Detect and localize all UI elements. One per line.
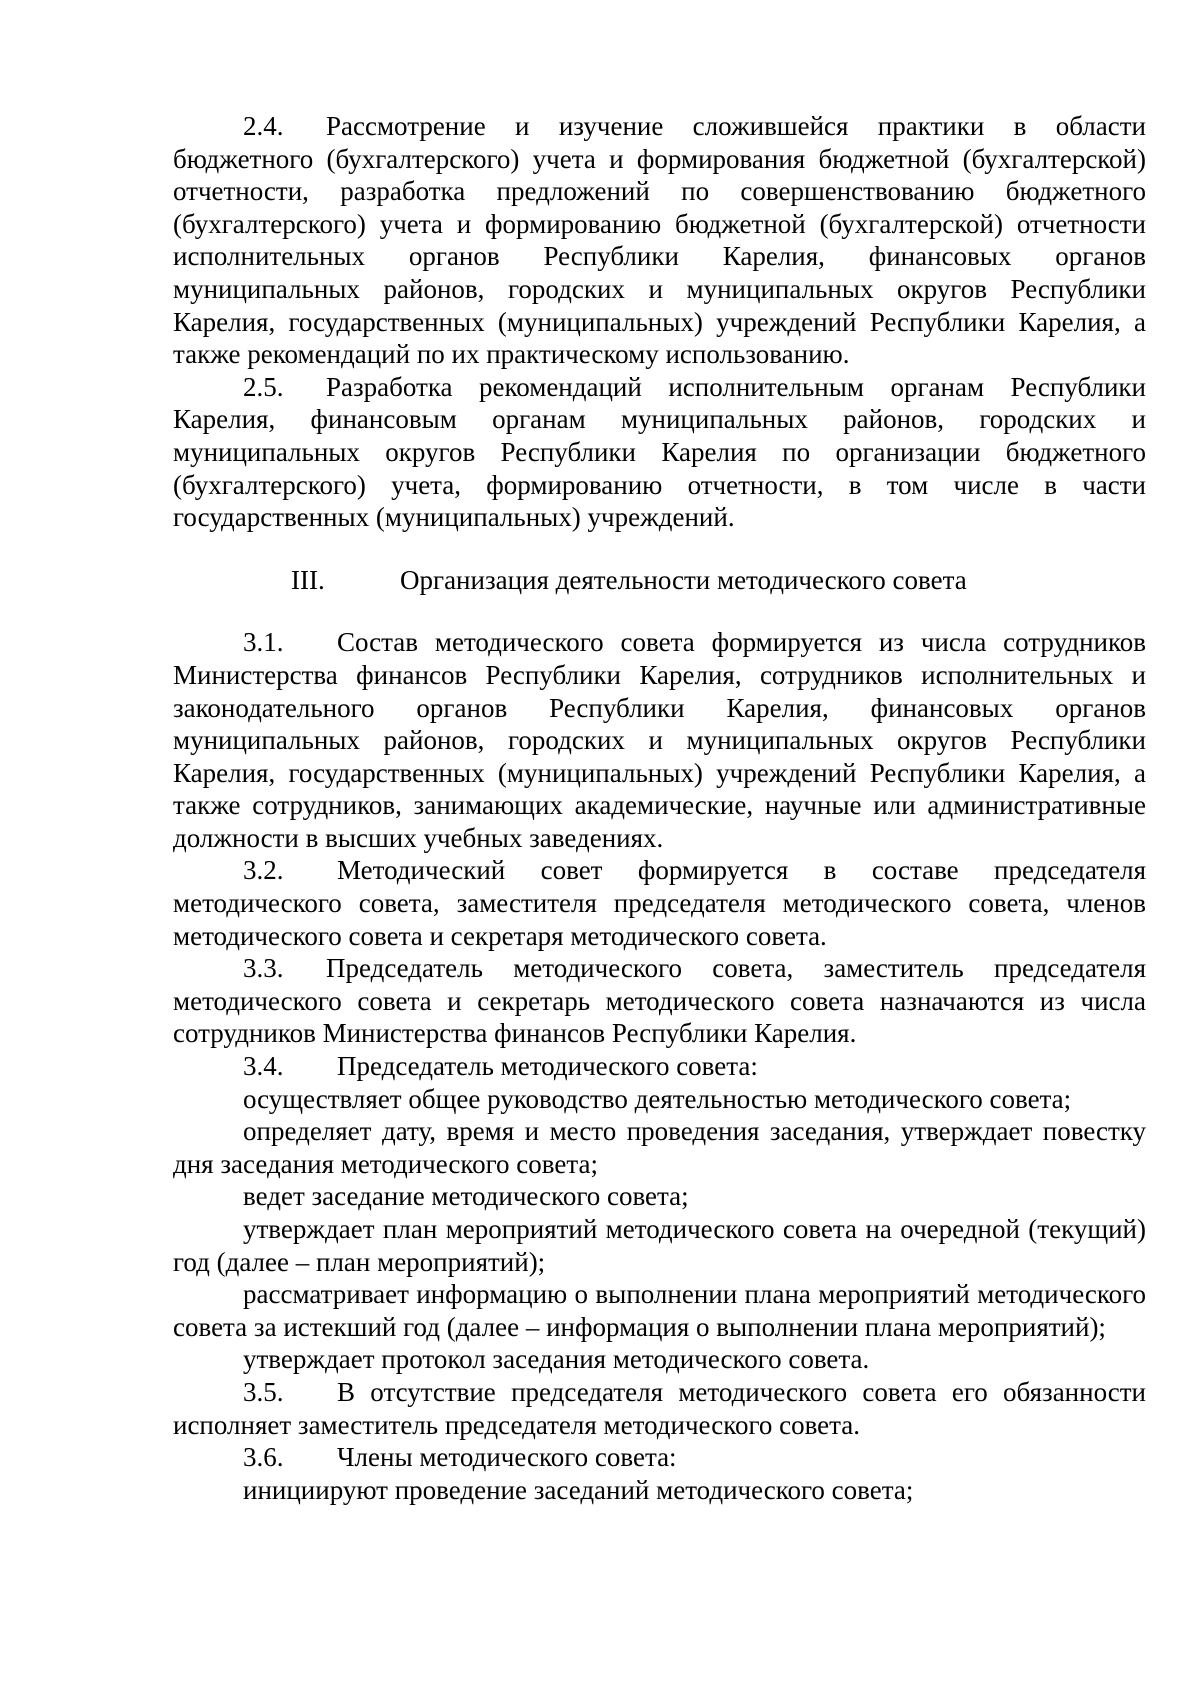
- paragraph-text: Методический совет формируется в составе председателя методического совета, заместителя председателя методического совета, членов методического совета и секретаря методического совета.: [173, 855, 1146, 951]
- paragraph-3-6: [173, 1441, 1146, 1474]
- list-item: [173, 1180, 1146, 1213]
- paragraph-number: 3.1.: [243, 627, 284, 658]
- paragraph-text: В отсутствие председателя методического совета его обязанности исполняет заместитель председателя методического совета.: [173, 1376, 1146, 1440]
- paragraph-2-4: [173, 110, 1146, 371]
- list-item: [173, 1213, 1146, 1278]
- paragraph-3-3: [173, 952, 1146, 1050]
- paragraph-number: 2.5.: [243, 371, 284, 402]
- paragraph-3-5: [173, 1376, 1146, 1441]
- paragraph-3-1: [173, 626, 1146, 854]
- paragraph-text: осуществляет общее руководство деятельностью методического совета;: [243, 1083, 1072, 1114]
- section-title: Организация деятельности методического совета: [400, 564, 967, 595]
- paragraph-3-2: [173, 854, 1146, 952]
- list-item: [173, 1343, 1146, 1376]
- paragraph-text: утверждает протокол заседания методического совета.: [243, 1344, 870, 1375]
- paragraph-number: 3.3.: [243, 953, 284, 984]
- list-item: [173, 1474, 1146, 1507]
- paragraph-text: Председатель методического совета:: [337, 1051, 758, 1082]
- paragraph-number: 3.6.: [243, 1442, 284, 1473]
- paragraph-text: рассматривает информацию о выполнении плана мероприятий методического совета за истекший год (далее – информация о выполнении плана мероприятий);: [173, 1279, 1146, 1342]
- paragraph-2-5: [173, 371, 1146, 534]
- paragraph-text: ведет заседание методического совета;: [243, 1181, 689, 1212]
- paragraph-text: Члены методического совета:: [337, 1442, 677, 1473]
- paragraph-number: 3.5.: [243, 1376, 284, 1407]
- section-number: III.: [291, 564, 325, 595]
- paragraph-text: Разработка рекомендаций исполнительным органам Республики Карелия, финансовым органам муниципальных районов, городских и муниципальных округов Республики Карелия по организации бюджетного (бухгалтерского) учета, формированию отчетности, в том числе в части государственных (муниципальных) учреждений.: [173, 371, 1146, 533]
- paragraph-number: 3.4.: [243, 1051, 284, 1082]
- paragraph-3-4: [173, 1050, 1146, 1083]
- list-item: [173, 1083, 1146, 1116]
- list-item: [173, 1115, 1146, 1180]
- list-item: [173, 1278, 1146, 1343]
- document-page: [173, 110, 1146, 1506]
- paragraph-text: Председатель методического совета, заместитель председателя методического совета и секретарь методического совета назначаются из числа сотрудников Министерства финансов Республики Карелия.: [173, 953, 1146, 1049]
- paragraph-number: 2.4.: [243, 111, 284, 141]
- paragraph-text: Рассмотрение и изучение сложившейся практики в области бюджетного (бухгалтерского) учета и формирования бюджетной (бухгалтерской) отчетности, разработка предложений по совершенствованию бюджетного (бухгалтерского) учета и формированию бюджетной (бухгалтерской) отчетности исполнительных органов Республики Карелия, финансовых органов муниципальных районов, городских и муниципальных округов Республики Карелия, государственных (муниципальных) учреждений Республики Карелия, а также рекомендаций по их практическому использованию.: [173, 111, 1146, 370]
- paragraph-text: инициируют проведение заседаний методического совета;: [243, 1474, 914, 1505]
- paragraph-text: Состав методического совета формируется из числа сотрудников Министерства финансов Республики Карелия, сотрудников исполнительных и законодательного органов Республики Карелия, финансовых органов муниципальных районов, городских и муниципальных округов Республики Карелия, государственных (муниципальных) учреждений Республики Карелия, а также сотрудников, занимающих академические, научные или административные должности в высших учебных заведениях.: [173, 627, 1146, 853]
- section-heading: [173, 534, 1146, 627]
- paragraph-number: 3.2.: [243, 855, 284, 886]
- paragraph-text: утверждает план мероприятий методического совета на очередной (текущий) год (далее – план мероприятий);: [173, 1214, 1146, 1277]
- paragraph-text: определяет дату, время и место проведения заседания, утверждает повестку дня заседания методического совета;: [173, 1116, 1146, 1179]
